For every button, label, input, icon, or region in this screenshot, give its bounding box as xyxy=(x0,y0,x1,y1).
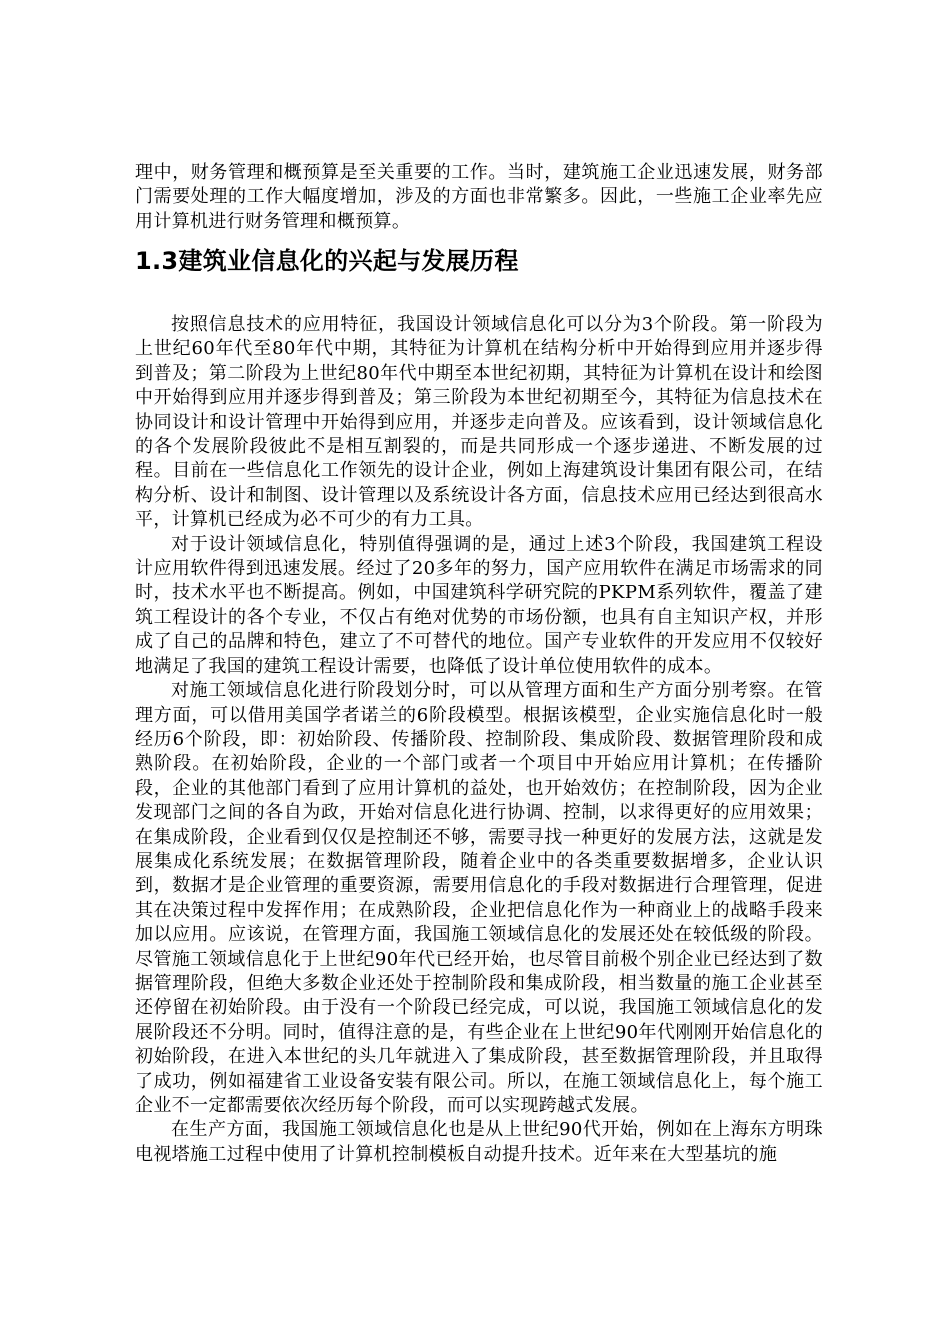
body-text-block xyxy=(135,313,823,1167)
paragraph-design-stages: 按照信息技术的应用特征，我国设计领域信息化可以分为3个阶段。第一阶段为上世纪60年代至80年代中期，其特征为计算机在结构分析中开始得到应用并逐步得到普及；第二阶段为上世纪80年代中期至本世纪初期，其特征为计算机在设计和绘图中开始得到应用并逐步得到普及；第三阶段为本世纪初期至今，其特征为信息技术在协同设计和设计管理中开始得到应用，并逐步走向普及。应该看到，设计领域信息化的各个发展阶段彼此不是相互割裂的，而是共同形成一个逐步递进、不断发展的过程。目前在一些信息化工作领先的设计企业，例如上海建筑设计集团有限公司，在结构分析、设计和制图、设计管理以及系统设计各方面，信息技术应用已经达到很高水平，计算机已经成为必不可少的有力工具。 xyxy=(135,314,823,531)
intro-paragraph: 理中，财务管理和概预算是至关重要的工作。当时，建筑施工企业迅速发展，财务部门需要处理的工作大幅度增加，涉及的方面也非常繁多。因此，一些施工企业率先应用计算机进行财务管理和概预算。 xyxy=(135,162,823,232)
paragraph-design-software: 对于设计领域信息化，特别值得强调的是，通过上述3个阶段，我国建筑工程设计应用软件得到迅速发展。经过了20多年的努力，国产应用软件在满足市场需求的同时，技术水平也不断提高。例如，中国建筑科学研究院的PKPM系列软件，覆盖了建筑工程设计的各个专业，不仅占有绝对优势的市场份额，也具有自主知识产权，并形成了自己的品牌和特色，建立了不可替代的地位。国产专业软件的开发应用不仅较好地满足了我国的建筑工程设计需要，也降低了设计单位使用软件的成本。 xyxy=(135,533,823,677)
paragraph-construction-production: 在生产方面，我国施工领域信息化也是从上世纪90代开始，例如在上海东方明珠电视塔施工过程中使用了计算机控制模板自动提升技术。近年来在大型基坑的施 xyxy=(135,1119,823,1165)
intro-text-block xyxy=(135,161,823,234)
section-heading: 1.3建筑业信息化的兴起与发展历程 xyxy=(135,247,519,275)
paragraph-construction-management: 对施工领域信息化进行阶段划分时，可以从管理方面和生产方面分别考察。在管理方面，可以借用美国学者诺兰的6阶段模型。根据该模型，企业实施信息化时一般经历6个阶段，即：初始阶段、传播阶段、控制阶段、集成阶段、数据管理阶段和成熟阶段。在初始阶段，企业的一个部门或者一个项目中开始应用计算机；在传播阶段，企业的其他部门看到了应用计算机的益处，也开始效仿；在控制阶段，因为企业发现部门之间的各自为政，开始对信息化进行协调、控制，以求得更好的应用效果；在集成阶段，企业看到仅仅是控制还不够，需要寻找一种更好的发展方法，这就是发展集成化系统发展；在数据管理阶段，随着企业中的各类重要数据增多，企业认识到，数据才是企业管理的重要资源，需要用信息化的手段对数据进行合理管理，促进其在决策过程中发挥作用；在成熟阶段，企业把信息化作为一种商业上的战略手段来加以应用。应该说，在管理方面，我国施工领域信息化的发展还处在较低级的阶段。尽管施工领域信息化于上世纪90年代已经开始，也尽管目前极个别企业已经达到了数据管理阶段，但绝大多数企业还处于控制阶段和集成阶段，相当数量的施工企业甚至还停留在初始阶段。由于没有一个阶段已经完成，可以说，我国施工领域信息化的发展阶段还不分明。同时，值得注意的是，有些企业在上世纪90年代刚刚开始信息化的初始阶段，在进入本世纪的头几年就进入了集成阶段，甚至数据管理阶段，并且取得了成功，例如福建省工业设备安装有限公司。所以，在施工领域信息化上，每个施工企业不一定都需要依次经历每个阶段，而可以实现跨越式发展。 xyxy=(135,680,823,1116)
